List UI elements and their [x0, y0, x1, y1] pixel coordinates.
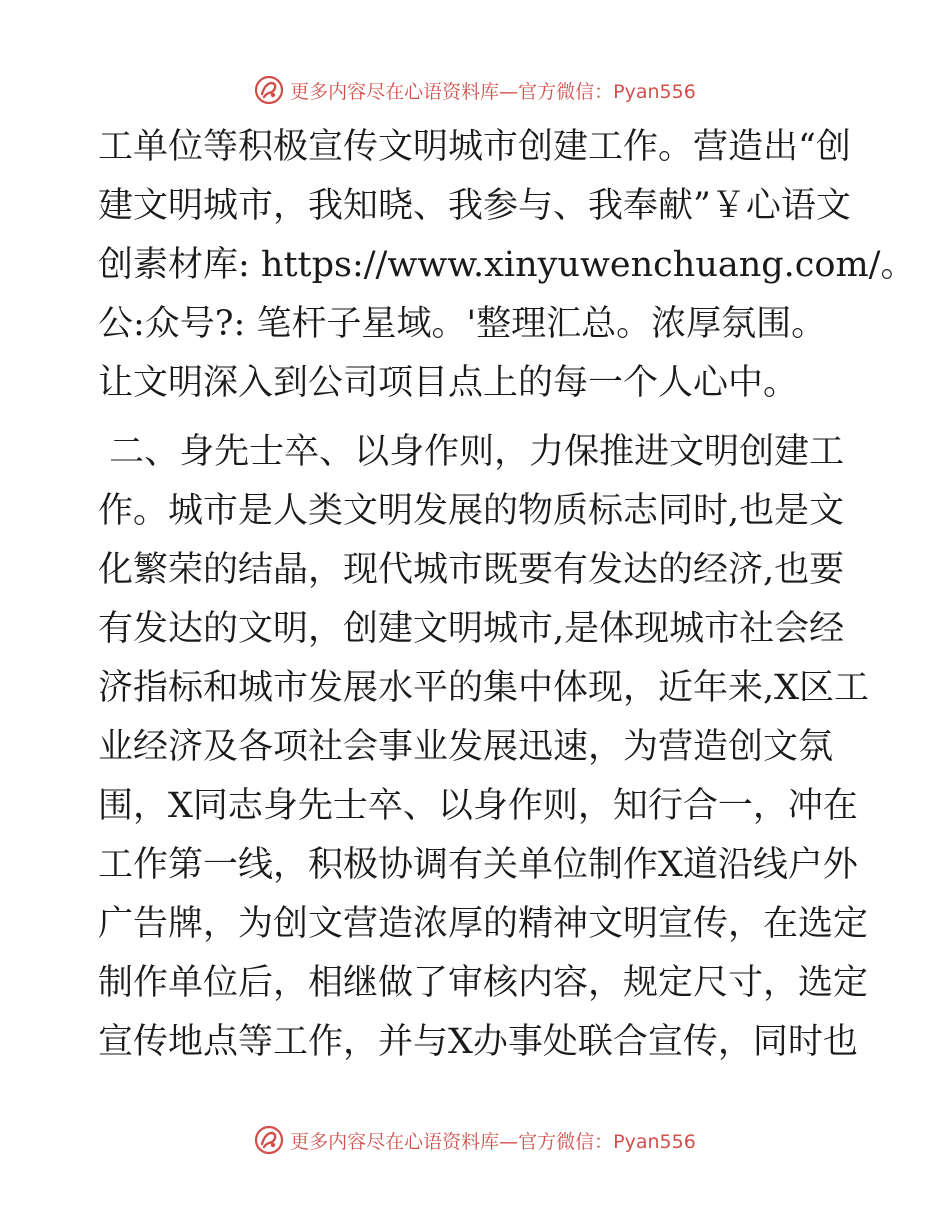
text-line: 围，X同志身先士卒、以身作则，知行合一，冲在: [98, 786, 858, 826]
text-line: 二、身先士卒、以身作则，力保推进文明创建工: [98, 432, 845, 472]
text-line: 建文明城市，我知晓、我参与、我奉献”￥心语文: [98, 186, 851, 226]
text-line: 有发达的文明，创建文明城市,是体现城市社会经: [98, 609, 845, 649]
text-line: 宣传地点等工作，并与X办事处联合宣传，同时也: [98, 1022, 858, 1062]
paragraph-1: [98, 118, 916, 413]
footer-banner-handle: Pyan556: [613, 1130, 696, 1153]
text-line: 制作单位后，相继做了审核内容，规定尺寸，选定: [98, 963, 869, 1003]
hand-logo-icon: [254, 1125, 284, 1155]
header-banner-text: 更多内容尽在心语资料库—官方微信：Pyan556: [290, 80, 696, 103]
text-line: 济指标和城市发展水平的集中体现，近年来,X区工: [98, 668, 870, 708]
text-line: 化繁荣的结晶，现代城市既要有发达的经济,也要: [98, 550, 845, 590]
footer-banner-text: 更多内容尽在心语资料库—官方微信：Pyan556: [290, 1130, 696, 1153]
text-line: 公:众号?: 笔杆子星域。'整理汇总。浓厚氛围。: [98, 304, 827, 344]
hand-logo-icon: [254, 75, 284, 105]
text-line: 工单位等积极宣传文明城市创建工作。营造出“创: [98, 127, 851, 167]
text-line: 让文明深入到公司项目点上的每一个人心中。: [98, 363, 799, 403]
document-body: [98, 118, 916, 1072]
text-line: 创素材库: https://www.xinyuwenchuang.com/。: [98, 245, 916, 285]
text-line: 作。城市是人类文明发展的物质标志同时,也是文: [98, 491, 845, 531]
paragraph-2: [98, 423, 870, 1072]
header-banner-handle: Pyan556: [613, 80, 696, 103]
text-line: 工作第一线，积极协调有关单位制作X道沿线户外: [98, 845, 858, 885]
text-line: 广告牌，为创文营造浓厚的精神文明宣传，在选定: [98, 904, 869, 944]
text-line: 业经济及各项社会事业发展迅速，为营造创文氛: [98, 727, 834, 767]
footer-watermark-banner: [0, 1120, 950, 1160]
header-watermark-banner: [0, 70, 950, 110]
paragraph-gap: [98, 413, 858, 423]
